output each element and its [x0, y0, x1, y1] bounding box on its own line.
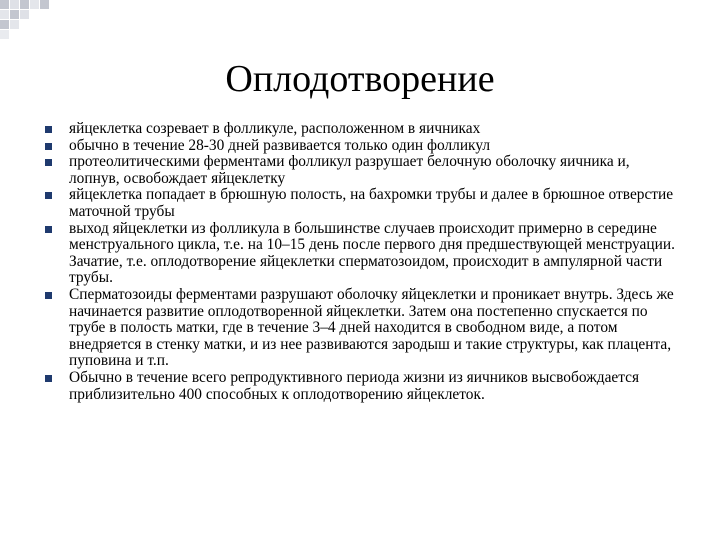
square-bullet-icon	[45, 159, 52, 166]
corner-square	[10, 10, 19, 19]
square-bullet-icon	[45, 192, 52, 199]
corner-square	[0, 0, 9, 9]
square-bullet-icon	[45, 292, 52, 299]
bullet-item	[42, 138, 682, 155]
square-bullet-icon	[45, 226, 52, 233]
corner-square	[20, 0, 29, 9]
bullet-text: протеолитическими ферментами фолликул разрушает белочную оболочку яичника и, лопнув, освобождает яйцеклетку	[69, 153, 630, 187]
bullet-item	[42, 287, 682, 370]
corner-square	[0, 30, 9, 39]
corner-square	[20, 10, 29, 19]
bullet-list	[42, 121, 682, 403]
bullet-text: яйцеклетка попадает в брюшную полость, на бахромки трубы и далее в брюшное отверстие маточной трубы	[69, 186, 674, 220]
bullet-text: обычно в течение 28-30 дней развивается только один фолликул	[69, 136, 491, 154]
bullet-text: выход яйцеклетки из фолликула в большинстве случаев происходит примерно в середине менструального цикла, т.е. на 10–15 день после первого дня предшествующей менструации. Зачатие, т.е. оплодотворение яйцеклетки сперматозоидом, происходит в ампулярной части трубы.	[69, 219, 675, 287]
square-bullet-icon	[45, 375, 52, 382]
corner-square	[30, 0, 39, 9]
corner-square	[10, 0, 19, 9]
corner-decoration	[0, 0, 60, 40]
bullet-item	[42, 121, 682, 138]
square-bullet-icon	[45, 143, 52, 150]
corner-square	[0, 10, 9, 19]
bullet-text: яйцеклетка созревает в фолликуле, расположенном в яичниках	[69, 120, 481, 137]
slide-title: Оплодотворение	[225, 58, 495, 100]
bullet-item	[42, 370, 682, 403]
bullet-text: Обычно в течение всего репродуктивного периода жизни из яичников высвобождается приблизительно 400 способных к оплодотворению яйцеклеток.	[69, 368, 640, 403]
square-bullet-icon	[45, 126, 52, 133]
corner-square	[0, 20, 9, 29]
corner-square	[10, 20, 19, 29]
bullet-item	[42, 187, 682, 220]
bullet-text: Сперматозоиды ферментами разрушают оболочку яйцеклетки и проникает внутрь. Здесь же начинается развитие оплодотворенной яйцеклетки. Затем она постепенно спускается по трубе в полость матки, где в течение 3–4 дней находится в свободном виде, а потом внедряется в стенку матки, и из нее развиваются зародыш и такие структуры, как плацента, пуповина и т.п.	[69, 285, 674, 370]
corner-square	[40, 0, 49, 9]
bullet-item	[42, 221, 682, 287]
bullet-item	[42, 154, 682, 187]
